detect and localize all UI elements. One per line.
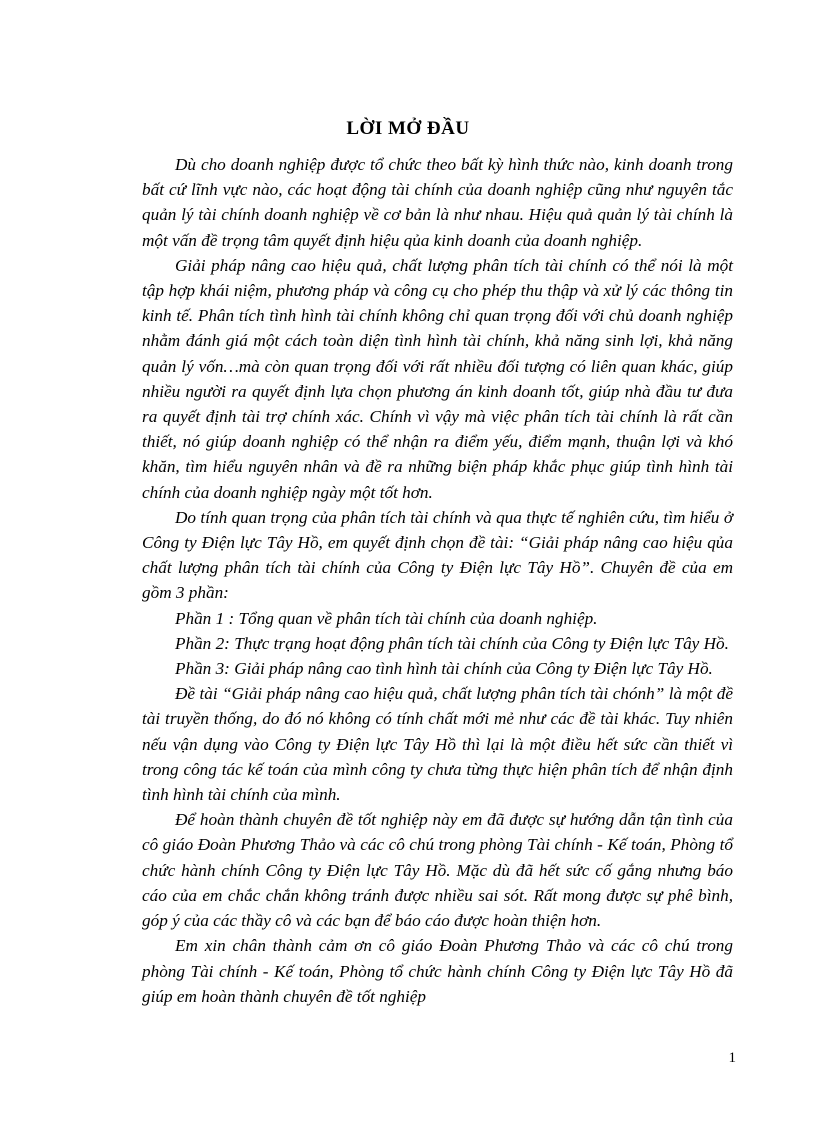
part-item-1: Phần 1 : Tổng quan về phân tích tài chính của doanh nghiệp. [175, 608, 598, 628]
part-item-2: Phần 2: Thực trạng hoạt động phân tích tài chính của Công ty Điện lực Tây Hồ. [175, 633, 729, 653]
paragraph-acknowledgement: Để hoàn thành chuyên đề tốt nghiệp này em đã được sự hướng dẫn tận tình của cô giáo Đoàn Phương Thảo và các cô chú trong phòng Tài chính - Kế toán, Phòng tổ chức hành chính Công ty Điện lực Tây Hồ. Mặc dù đã hết sức cố gắng nhưng báo cáo của em chắc chắn không tránh được nhiều sai sót. Rất mong được sự phê bình, góp ý của các thầy cô và các bạn để báo cáo được hoàn thiện hơn. [142, 810, 733, 931]
paragraph-traditional: Đề tài “Giải pháp nâng cao hiệu quả, chất lượng phân tích tài chónh” là một đề tài truyền thống, do đó nó không có tính chất mới mẻ như các đề tài khác. Tuy nhiên nếu vận dụng vào Công ty Điện lực Tây Hồ thì lại là một điều hết sức cần thiết vì trong công tác kế toán của mình công ty chưa từng thực hiện phân tích để nhận định tình hình tài chính của mình. [142, 684, 733, 805]
paragraph-analysis: Giải pháp nâng cao hiệu quả, chất lượng phân tích tài chính có thể nói là một tập hợp khái niệm, phương pháp và công cụ cho phép thu thập và xử lý các thông tin kinh tế. Phân tích tình hình tài chính không chỉ quan trọng đối với chủ doanh nghiệp nhằm đánh giá một cách toàn diện tình hình tài chính, khả năng sinh lợi, khả năng quản lý vốn…mà còn quan trọng đối với rất nhiều đối tượng có liên quan khác, giúp nhiều người ra quyết định lựa chọn phương án kinh doanh tốt, giúp nhà đầu tư đưa ra quyết định tài trợ chính xác. Chính vì vậy mà việc phân tích tài chính là rất cần thiết, nó giúp doanh nghiệp có thể nhận ra điểm yếu, điểm mạnh, thuận lợi và khó khăn, tìm hiểu nguyên nhân và đề ra những biện pháp khắc phục giúp tình hình tài chính của doanh nghiệp ngày một tốt hơn. [142, 255, 733, 502]
paragraph-intro: Dù cho doanh nghiệp được tổ chức theo bất kỳ hình thức nào, kinh doanh trong bất cứ lĩnh vực nào, các hoạt động tài chính của doanh nghiệp cũng như nguyên tắc quản lý tài chính doanh nghiệp về cơ bản là như nhau. Hiệu quả quản lý tài chính là một vấn đề trọng tâm quyết định hiệu qủa kinh doanh của doanh nghiệp. [142, 155, 733, 250]
part-item-3: Phần 3: Giải pháp nâng cao tình hình tài chính của Công ty Điện lực Tây Hồ. [175, 659, 713, 679]
paragraph-topic: Do tính quan trọng của phân tích tài chính và qua thực tế nghiên cứu, tìm hiểu ở Công ty Điện lực Tây Hồ, em quyết định chọn đề tài: “Giải pháp nâng cao hiệu qủa chất lượng phân tích tài chính của Công ty Điện lực Tây Hồ”. Chuyên đề của em gồm 3 phần: [142, 507, 733, 603]
paragraph-thanks: Em xin chân thành cảm ơn cô giáo Đoàn Phương Thảo và các cô chú trong phòng Tài chính - Kế toán, Phòng tổ chức hành chính Công ty Điện lực Tây Hồ đã giúp em hoàn thành chuyên đề tốt nghiệp [142, 936, 733, 1006]
document-body [142, 152, 733, 1009]
page-number: 1 [728, 1050, 736, 1066]
page-title: LỜI MỞ ĐẦU [346, 118, 470, 139]
